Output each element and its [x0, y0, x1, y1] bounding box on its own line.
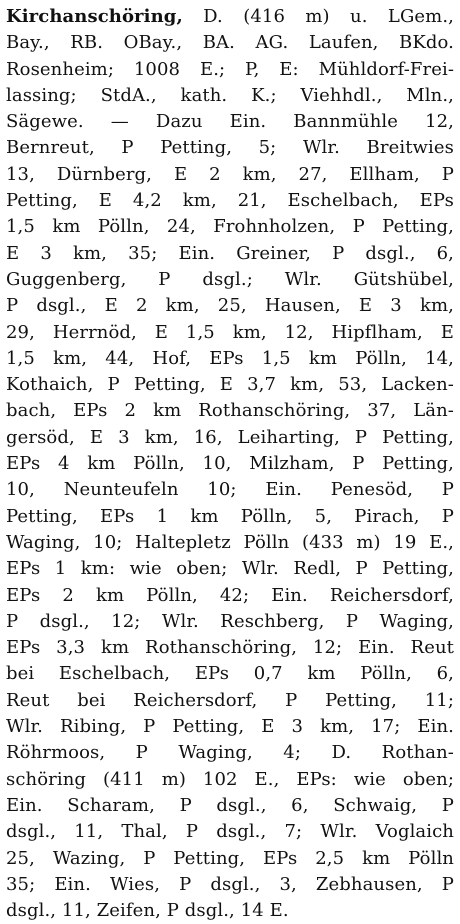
entry-line: Wlr. Ribing, P Petting, E 3 km, 17; Ein.: [6, 716, 454, 738]
entry-line: bei Eschelbach, EPs 0,7 km Pölln, 6,: [6, 663, 454, 685]
entry-line-text: D. (416 m) u. LGem.,: [182, 6, 454, 27]
entry-line: 10, Neunteufeln 10; Ein. Penesöd, P: [6, 479, 454, 501]
entry-line: EPs 1 km: wie oben; Wlr. Redl, P Petting,: [6, 558, 454, 580]
entry-line: Waging, 10; Haltepletz Pölln (433 m) 19 E.,: [6, 531, 454, 553]
entry-line: EPs 2 km Pölln, 42; Ein. Reichersdorf,: [6, 584, 454, 606]
entry-line: dsgl., 11, Zeifen, P dsgl., 14 E.: [6, 900, 289, 922]
entry-line: 1,5 km Pölln, 24, Frohnholzen, P Petting,: [6, 216, 454, 238]
entry-line: schöring (411 m) 102 E., EPs: wie oben;: [6, 768, 454, 790]
entry-line: Bernreut, P Petting, 5; Wlr. Breitwies: [6, 137, 454, 159]
entry-line: 13, Dürnberg, E 2 km, 27, Ellham, P: [6, 163, 454, 185]
entry-line: 25, Wazing, P Petting, EPs 2,5 km Pölln: [6, 847, 454, 869]
entry-line: lassing; StdA., kath. K.; Viehhdl., Mln.,: [6, 84, 454, 106]
entry-line: E 3 km, 35; Ein. Greiner, P dsgl., 6,: [6, 242, 454, 264]
entry-line: Kothaich, P Petting, E 3,7 km, 53, Lacken-: [6, 374, 454, 396]
entry-line: dsgl., 11, Thal, P dsgl., 7; Wlr. Voglaich: [6, 821, 454, 843]
entry-line: 29, Herrnöd, E 1,5 km, 12, Hipflham, E: [6, 321, 454, 343]
entry-line: Bay., RB. OBay., BA. AG. Laufen, BKdo.: [6, 32, 454, 54]
entry-line: [6, 4, 454, 30]
entry-line: Petting, E 4,2 km, 21, Eschelbach, EPs: [6, 190, 454, 212]
gazetteer-entry: [6, 4, 454, 924]
entry-line: P dsgl., E 2 km, 25, Hausen, E 3 km,: [6, 295, 454, 317]
entry-line: EPs 4 km Pölln, 10, Milzham, P Petting,: [6, 453, 454, 475]
entry-line: 1,5 km, 44, Hof, EPs 1,5 km Pölln, 14,: [6, 347, 454, 369]
entry-line: bach, EPs 2 km Rothanschöring, 37, Län-: [6, 400, 454, 422]
entry-line: Rosenheim; 1008 E.; P, E: Mühldorf-Frei-: [6, 58, 454, 80]
entry-headword: Kirchanschöring,: [6, 6, 183, 27]
entry-line: Guggenberg, P dsgl.; Wlr. Gütshübel,: [6, 268, 454, 290]
entry-line: Sägewe. — Dazu Ein. Bannmühle 12,: [6, 111, 454, 133]
entry-line: gersöd, E 3 km, 16, Leiharting, P Petting,: [6, 426, 454, 448]
entry-line: EPs 3,3 km Rothanschöring, 12; Ein. Reut: [6, 637, 454, 659]
entry-line: Ein. Scharam, P dsgl., 6, Schwaig, P: [6, 794, 454, 816]
entry-line: P dsgl., 12; Wlr. Reschberg, P Waging,: [6, 610, 454, 632]
entry-line: Reut bei Reichersdorf, P Petting, 11;: [6, 689, 454, 711]
entry-body: [6, 30, 454, 924]
entry-line: Röhrmoos, P Waging, 4; D. Rothan-: [6, 742, 454, 764]
entry-line: Petting, EPs 1 km Pölln, 5, Pirach, P: [6, 505, 454, 527]
entry-line: 35; Ein. Wies, P dsgl., 3, Zebhausen, P: [6, 873, 454, 895]
